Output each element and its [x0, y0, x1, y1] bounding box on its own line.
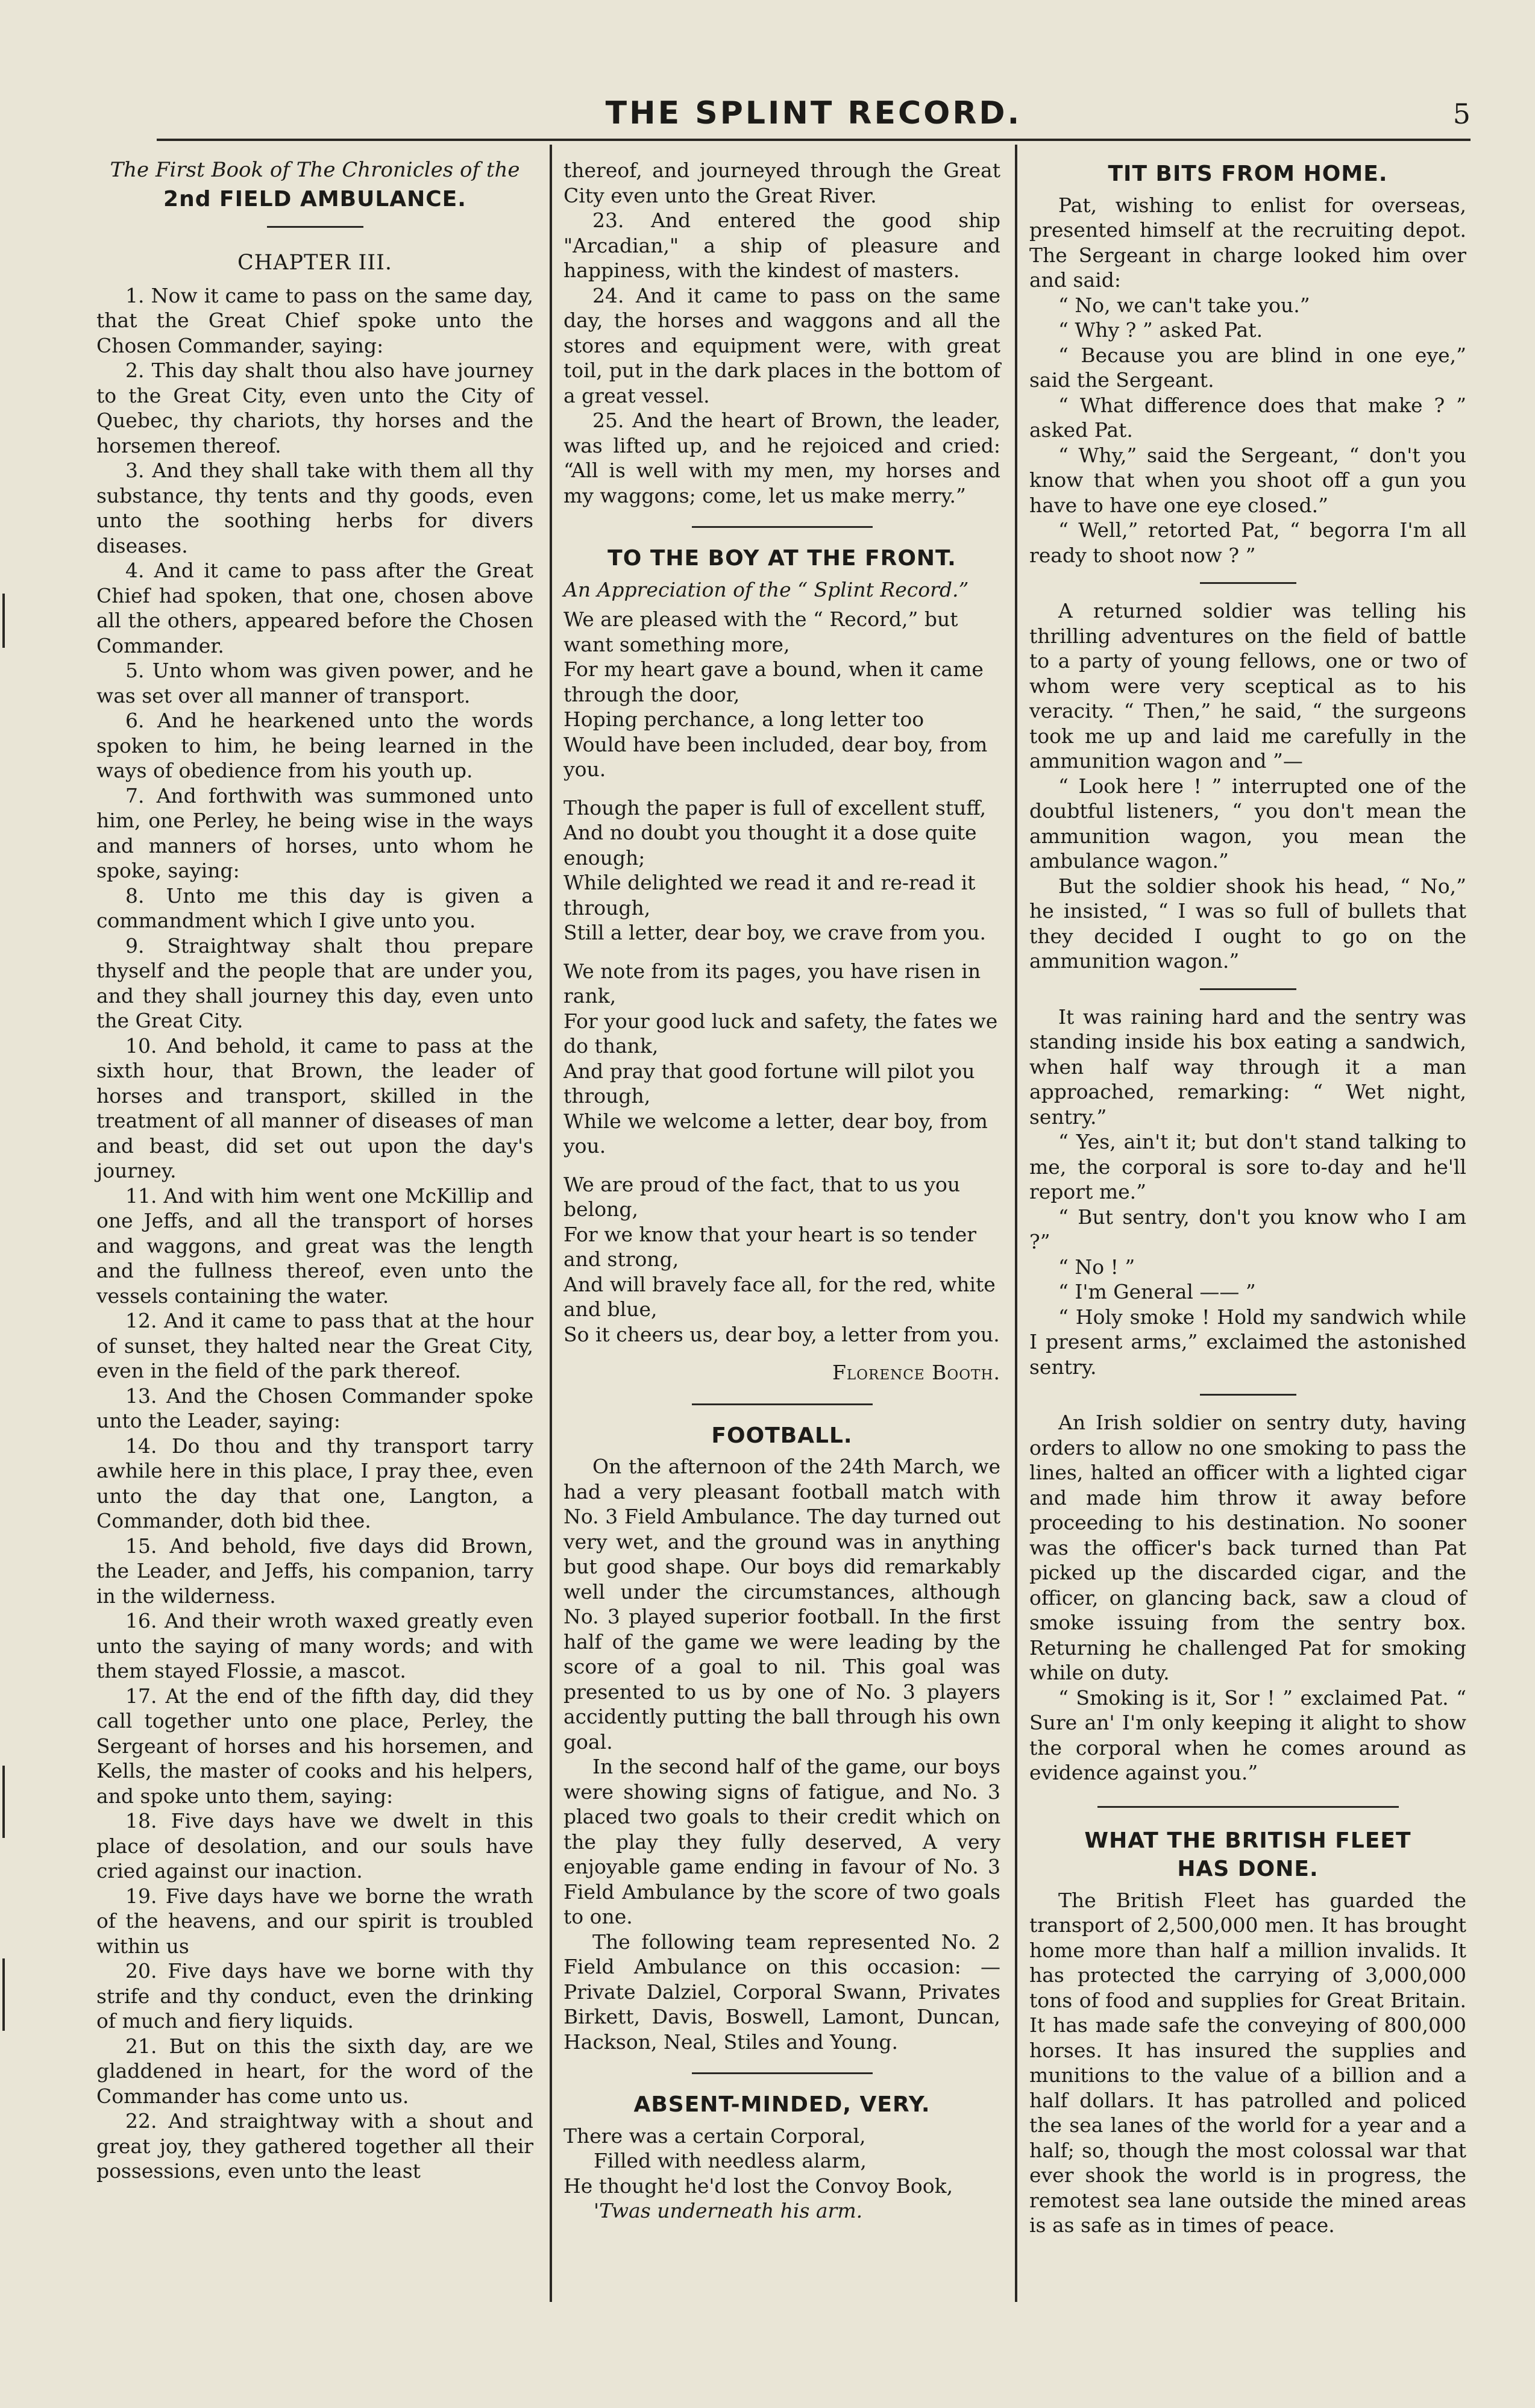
chronicles-title: 2nd FIELD AMBULANCE.: [163, 186, 466, 212]
titbits-paragraph: “ No ! ”: [1058, 1255, 1135, 1279]
verse: 11. And with him went one McKillip and one Jeffs, and all the transport of horses and waggons, and great was the length and the fullness thereof, even unto the vessels containing the water.: [96, 1184, 533, 1308]
poem-line: We are proud of the fact, that to us you belong,: [563, 1172, 961, 1221]
divider: [692, 1403, 873, 1405]
poem-line: Though the paper is full of excellent stuff,: [563, 795, 987, 820]
verse-line: 'Twas underneath his arm.: [594, 2199, 863, 2222]
poem-line: We note from its pages, you have risen in rank,: [563, 959, 981, 1008]
titbits-paragraph: Pat, wishing to enlist for overseas, presented himself at the recruiting depot. The Sergeant in charge looked him over and said:: [1029, 193, 1466, 292]
titbits-paragraph: “ Holy smoke ! Hold my sandwich while I present arms,” exclaimed the astonished sentry.: [1029, 1305, 1466, 1379]
poem-stanza: [563, 795, 1000, 945]
verse: 7. And forthwith was summoned unto him, one Perley, he being wise in the ways and manners of horses, unto whom he spoke, saying:: [96, 783, 533, 882]
poem-line: While delighted we read it and re-read it through,: [563, 871, 976, 920]
verse: 5. Unto whom was given power, and he was set over all manner of transport.: [96, 659, 533, 707]
page-edge-mark: [2, 1958, 5, 2031]
titbits-paragraph: An Irish soldier on sentry duty, having orders to allow no one smoking to pass the lines, halted an officer with a lighted cigar and made him throw it away before proceeding to his destination. No sooner was the officer's back turned than Pat picked up the discarded cigar, and the officer, on glancing back, saw a cloud of smoke issuing from the sentry box. Returning he challenged Pat for smoking while on duty.: [1029, 1411, 1466, 1684]
titbits-paragraph: “ Look here ! ” interrupted one of the doubtful listeners, “ you don't mean the ammunition wagon, you mean the ambulance wagon.”: [1029, 774, 1466, 873]
poem-line: We are pleased with the “ Record,” but want something more,: [563, 607, 958, 656]
column-divider: [1015, 145, 1017, 2302]
titbits-paragraph: A returned soldier was telling his thrilling adventures on the field of battle to a party of young fellows, one or two of whom were very sceptical as to his veracity. “ Then,” he said, “ the surgeons took me up and laid me carefully in the ammunition wagon and ”—: [1029, 599, 1466, 773]
verse: 13. And the Chosen Commander spoke unto the Leader, saying:: [96, 1384, 533, 1432]
football-paragraph: On the afternoon of the 24th March, we had a very pleasant football match with No. 3 Field Ambulance. The day turned out very wet, and the ground was in anything but good shape. Our boys did remarkably well under the circumstances, although No. 3 played superior football. In the first half of the game we were leading by the score of a goal to nil. This goal was presented to us by one of No. 3 players accidently putting the ball through his own goal.: [563, 1455, 1000, 1754]
football-title: FOOTBALL.: [711, 1423, 853, 1448]
fleet-paragraph: The British Fleet has guarded the transport of 2,500,000 men. It has brought home more than half a million invalids. It has protected the carrying of 3,000,000 tons of food and supplies for Great Britain. It has made safe the conveying of 800,000 horses. It has insured the supplies and munitions to the value of a billion and a half dollars. It has patrolled and policed the sea lanes of the world for a year and a half; so, though the most colossal war that ever shook the world is in progress, the remotest sea lane outside the mined areas is as safe as in times of peace.: [1029, 1888, 1466, 2237]
column-middle: [563, 158, 1000, 2224]
verse: 6. And he hearkened unto the words spoken to him, he being learned in the ways of obedience from his youth up.: [96, 709, 533, 782]
poem-line: For we know that your heart is so tender and strong,: [563, 1222, 977, 1271]
titbits-paragraph: “ Why ? ” asked Pat.: [1058, 318, 1263, 342]
poem-body: [563, 607, 1000, 1347]
divider: [692, 2072, 873, 2074]
poem-stanza: [563, 1172, 1000, 1347]
divider: [692, 526, 873, 528]
verse: 24. And it came to pass on the same day, the horses and waggons and all the stores and equipment were, with great toil, put in the dark places in the bottom of a great vessel.: [563, 283, 1000, 407]
poem-subtitle: An Appreciation of the “ Splint Record.”: [563, 577, 969, 601]
titbits-paragraph: “ Well,” retorted Pat, “ begorra I'm all ready to shoot now ? ”: [1029, 518, 1466, 567]
divider: [1200, 582, 1296, 584]
verse-line: He thought he'd lost the Convoy Book,: [563, 2174, 953, 2198]
fleet-title-line1: WHAT THE BRITISH FLEET: [1084, 1828, 1411, 1853]
titbits-paragraph: But the soldier shook his head, “ No,” he insisted, “ I was so full of bullets that they decided I ought to go on the ammunition wagon.”: [1029, 874, 1466, 973]
poem-title: TO THE BOY AT THE FRONT.: [607, 546, 956, 571]
divider: [1097, 1806, 1399, 1808]
verse: 16. And their wroth waxed greatly even unto the saying of many words; and with them stayed Flossie, a mascot.: [96, 1609, 533, 1682]
football-paragraph: In the second half of the game, our boys were showing signs of fatigue, and No. 3 placed two goals to their credit which on the play they fully deserved, A very enjoyable game ending in favour of No. 3 Field Ambulance by the score of two goals to one.: [563, 1755, 1000, 1928]
verse: 1. Now it came to pass on the same day, that the Great Chief spoke unto the Chosen Commander, saying:: [96, 283, 533, 357]
titbits-paragraph: “ Yes, ain't it; but don't stand talking to me, the corporal is sore to-day and he'll report me.”: [1029, 1130, 1466, 1203]
verse: 25. And the heart of Brown, the leader, was lifted up, and he rejoiced and cried: “All is well with my men, my horses and my waggons; come, let us make merry.”: [563, 409, 1000, 507]
verse-continued: thereof, and journeyed through the Great City even unto the Great River.: [563, 158, 1000, 207]
verse: 3. And they shall take with them all thy substance, thy tents and thy goods, even unto the soothing herbs for divers diseases.: [96, 459, 533, 557]
titbits-paragraph: It was raining hard and the sentry was standing inside his box eating a sandwich, when half way through it a man approached, remarking: “ Wet night, sentry.”: [1029, 1005, 1466, 1129]
verse-line: There was a certain Corporal,: [563, 2124, 866, 2148]
divider: [267, 226, 363, 228]
titbits-paragraph: “ I'm General —— ”: [1058, 1280, 1256, 1303]
verse: 12. And it came to pass that at the hour of sunset, they halted near the Great City, even in the field of the park thereof.: [96, 1309, 533, 1382]
poem-line: For my heart gave a bound, when it came through the door,: [563, 657, 984, 706]
verse: 4. And it came to pass after the Great Chief had spoken, that one, chosen above all the others, appeared before the Chosen Commander.: [96, 559, 533, 657]
verse: 9. Straightway shalt thou prepare thyself and the people that are under you, and they shall journey this day, even unto the Great City.: [96, 933, 533, 1032]
verse: 20. Five days have we borne with thy strife and thy conduct, even the drinking of much and fiery liquids.: [96, 1959, 533, 2033]
poem-line: For your good luck and safety, the fates we do thank,: [563, 1009, 998, 1058]
verse: 17. At the end of the fifth day, did they call together unto one place, Perley, the Sergeant of horses and his horsemen, and Kells, the master of cooks and his helpers, and spoke unto them, saying:: [96, 1684, 533, 1808]
poem-line: Still a letter, dear boy, we crave from you.: [563, 921, 987, 944]
column-right: [1029, 158, 1466, 2238]
page-number: 5: [1452, 98, 1471, 130]
verse: 21. But on this the sixth day, are we gladdened in heart, for the word of the Commander has come unto us.: [96, 2034, 533, 2108]
verse-line: Filled with needless alarm,: [594, 2149, 867, 2172]
page-edge-mark: [2, 594, 5, 648]
poem-line: So it cheers us, dear boy, a letter from you.: [563, 1322, 1000, 1346]
verse: 15. And behold, five days did Brown, the Leader, and Jeffs, his companion, tarry in the wilderness.: [96, 1534, 533, 1608]
column-chronicles: [96, 158, 533, 2184]
poem-line: Would have been included, dear boy, from you.: [563, 732, 988, 781]
poem-signature: Florence Booth.: [832, 1361, 1000, 1384]
chronicles-intro: The First Book of The Chronicles of the: [110, 158, 520, 182]
titbits-paragraph: “ But sentry, don't you know who I am ?”: [1029, 1205, 1466, 1253]
poem-stanza: [563, 607, 1000, 782]
verse: 18. Five days have we dwelt in this place of desolation, and our souls have cried against our inaction.: [96, 1809, 533, 1883]
poem-stanza: [563, 959, 1000, 1159]
poem-line: And pray that good fortune will pilot you through,: [563, 1059, 975, 1108]
newspaper-title: THE SPLINT RECORD.: [605, 95, 1022, 131]
titbits-paragraph: “ Why,” said the Sergeant, “ don't you know that when you shoot off a gun you have to have one eye closed.”: [1029, 443, 1466, 517]
masthead: [157, 84, 1471, 141]
page-edge-mark: [2, 1766, 5, 1838]
verse: 19. Five days have we borne the wrath of the heavens, and our spirit is troubled within us: [96, 1884, 533, 1958]
poem-line: Hoping perchance, a long letter too: [563, 707, 924, 731]
verse: 14. Do thou and thy transport tarry awhile here in this place, I pray thee, even unto the day that one, Langton, a Commander, doth bid thee.: [96, 1434, 533, 1532]
verse: 2. This day shalt thou also have journey to the Great City, even unto the City of Quebec, thy chariots, thy horses and the horsemen thereof.: [96, 359, 533, 457]
absent-title: ABSENT-MINDED, VERY.: [633, 2092, 931, 2117]
titbits-paragraph: “ Because you are blind in one eye,” said the Sergeant.: [1029, 343, 1466, 392]
chapter-heading: CHAPTER III.: [237, 251, 393, 275]
poem-line: While we welcome a letter, dear boy, from you.: [563, 1109, 988, 1158]
titbits-paragraph: “ What difference does that make ? ” asked Pat.: [1029, 393, 1466, 442]
verse: 8. Unto me this day is given a commandment which I give unto you.: [96, 883, 533, 932]
verse: 22. And straightway with a shout and great joy, they gathered together all their possessions, even unto the least: [96, 2109, 533, 2183]
titbits-paragraph: “ No, we can't take you.”: [1058, 293, 1310, 317]
column-divider: [550, 145, 552, 2302]
divider: [1200, 988, 1296, 990]
titbits-paragraph: “ Smoking is it, Sor ! ” exclaimed Pat. “ Sure an' I'm only keeping it alight to show the corporal when he comes around as evidence against you.”: [1029, 1685, 1466, 1784]
fleet-title-line2: HAS DONE.: [1177, 1857, 1319, 1881]
titbits-title: TIT BITS FROM HOME.: [1108, 161, 1388, 186]
absent-verse: [563, 2124, 1000, 2224]
poem-line: And will bravely face all, for the red, white and blue,: [563, 1272, 996, 1321]
football-paragraph: The following team represented No. 2 Field Ambulance on this occasion: — Private Dalziel, Corporal Swann, Privates Birkett, Davis, Boswell, Lamont, Duncan, Hackson, Neal, Stiles and Young.: [563, 1930, 1000, 2054]
verse: 23. And entered the good ship "Arcadian," a ship of pleasure and happiness, with the kindest of masters.: [563, 209, 1000, 282]
divider: [1200, 1394, 1296, 1396]
verse: 10. And behold, it came to pass at the sixth hour, that Brown, the leader of horses and transport, skilled in the treatment of all manner of diseases of man and beast, did set out upon the day's journey.: [96, 1033, 533, 1182]
poem-line: And no doubt you thought it a dose quite enough;: [563, 821, 977, 870]
